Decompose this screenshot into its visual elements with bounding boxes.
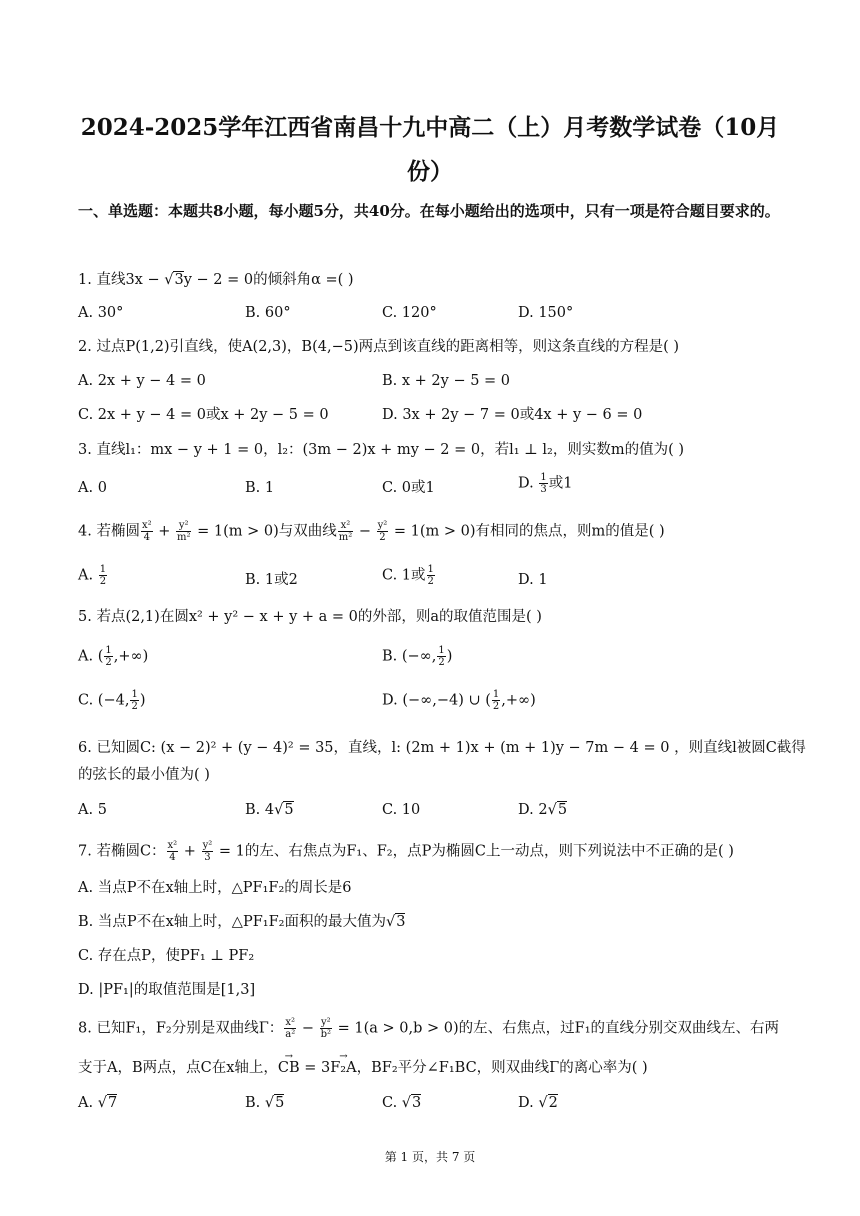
q8-option-b: B. √5 [245,1095,285,1111]
q7-option-a: A. 当点P不在x轴上时，△PF₁F₂的周长是6 [78,880,352,896]
section-header: 一、单选题：本题共8小题，每小题5分，共40分。在每小题给出的选项中，只有一项是符合题目要求的。 [78,202,780,220]
q2-option-d: D. 3x + 2y − 7 = 0或4x + y − 6 = 0 [382,407,643,423]
q4-option-b: B. 1或2 [245,572,298,588]
q2-option-c: C. 2x + y − 4 = 0或x + 2y − 5 = 0 [78,407,329,423]
question-8-stem-line2: 支于A，B两点，点C在x轴上，→ CB = 3→ F₂A，BF₂平分∠F₁BC，则双曲线Γ的离心率为( ) [78,1058,648,1078]
q3-option-c: C. 0或1 [382,480,435,496]
question-8-stem-line1: 8. 已知F₁，F₂分别是双曲线Γ： $\frac{\text{x²}}{\text{a²}}$ − $\frac{\text{y²}}{\text{b²}}$ = 1(a > 0,b > 0)的左、右焦点，过F₁的直线分别交双曲线左、右两 [78,1017,780,1040]
q7-option-c: C. 存在点P，使PF₁ ⊥ PF₂ [78,948,255,964]
q8-option-d: D. √2 [518,1095,558,1111]
page-footer: 第 1 页，共 7 页 [384,1150,476,1164]
q5-option-c: C. (−4, $\frac{1}{2}$ ) [78,689,146,712]
q1-option-a: A. 30° [78,305,124,321]
q8-option-c: C. √3 [382,1095,422,1111]
q2-option-b: B. x + 2y − 5 = 0 [382,373,511,389]
q6-option-c: C. 10 [382,802,421,818]
exam-title-line2: 份） [407,158,453,185]
q8-option-a: A. √7 [78,1095,118,1111]
q1-option-d: D. 150° [518,305,574,321]
question-5-stem: 5. 若点(2,1)在圆x² + y² − x + y + a = 0的外部，则a的取值范围是( ) [78,609,542,625]
q1-option-c: C. 120° [382,305,437,321]
exam-title-line1: 2024-2025学年江西省南昌十九中高二（上）月考数学试卷（10月 [80,114,780,141]
q3-option-d: D. $\frac{1}{3}$ 或1 [518,472,573,495]
question-2-stem: 2. 过点P(1,2)引直线，使A(2,3)，B(4,−5)两点到该直线的距离相等，则这条直线的方程是( ) [78,339,680,355]
q6-option-a: A. 5 [78,802,107,818]
q6-option-d: D. 2√5 [518,802,568,818]
q3-option-a: A. 0 [78,480,107,496]
q4-option-d: D. 1 [518,572,548,588]
question-7-stem: 7. 若椭圆C： $\frac{\text{x²}}{4}$ + $\frac{\text{y²}}{3}$ = 1的左、右焦点为F₁、F₂，点P为椭圆C上一动点，则下列说法中不正确的是( ) [78,840,734,863]
q5-option-d: D. (−∞,−4) ∪ ( $\frac{1}{2}$ ,+∞) [382,689,536,712]
q5-option-a: A. ( $\frac{1}{2}$ ,+∞) [78,645,149,668]
q4-option-c: C. 1或 $\frac{1}{2}$ [382,564,434,587]
q5-option-b: B. (−∞, $\frac{1}{2}$ ) [382,645,453,668]
q2-option-a: A. 2x + y − 4 = 0 [78,373,206,389]
q7-option-b: B. 当点P不在x轴上时，△PF₁F₂面积的最大值为√3 [78,914,406,930]
question-4-stem: 4. 若椭圆 $\frac{\text{x²}}{4}$ + $\frac{\text{y²}}{\text{m²}}$ = 1(m > 0)与双曲线 $\frac{\text{x²}}{\text{m²}}$ − $\frac{\text{y²}}{2}$ = 1(m > 0)有相同的焦点，则m的值是( ) [78,520,665,543]
q3-option-b: B. 1 [245,480,275,496]
q4-option-a: A. $\frac{1}{2}$ [78,564,107,587]
question-1-stem: 1. 直线3x − √3y − 2 = 0的倾斜角α =( ) [78,272,354,288]
question-6-stem-line2: 的弦长的最小值为( ) [78,767,210,783]
q6-option-b: B. 4√5 [245,802,294,818]
question-6-stem-line1: 6. 已知圆C: (x − 2)² + (y − 4)² = 35，直线，l: (2m + 1)x + (m + 1)y − 7m − 4 = 0 ，则直线l被圆C截得 [78,740,806,756]
q1-option-b: B. 60° [245,305,291,321]
q7-option-d: D. |PF₁|的取值范围是[1,3] [78,982,256,998]
question-3-stem: 3. 直线l₁：mx − y + 1 = 0，l₂：(3m − 2)x + my − 2 = 0，若l₁ ⊥ l₂，则实数m的值为( ) [78,442,684,458]
